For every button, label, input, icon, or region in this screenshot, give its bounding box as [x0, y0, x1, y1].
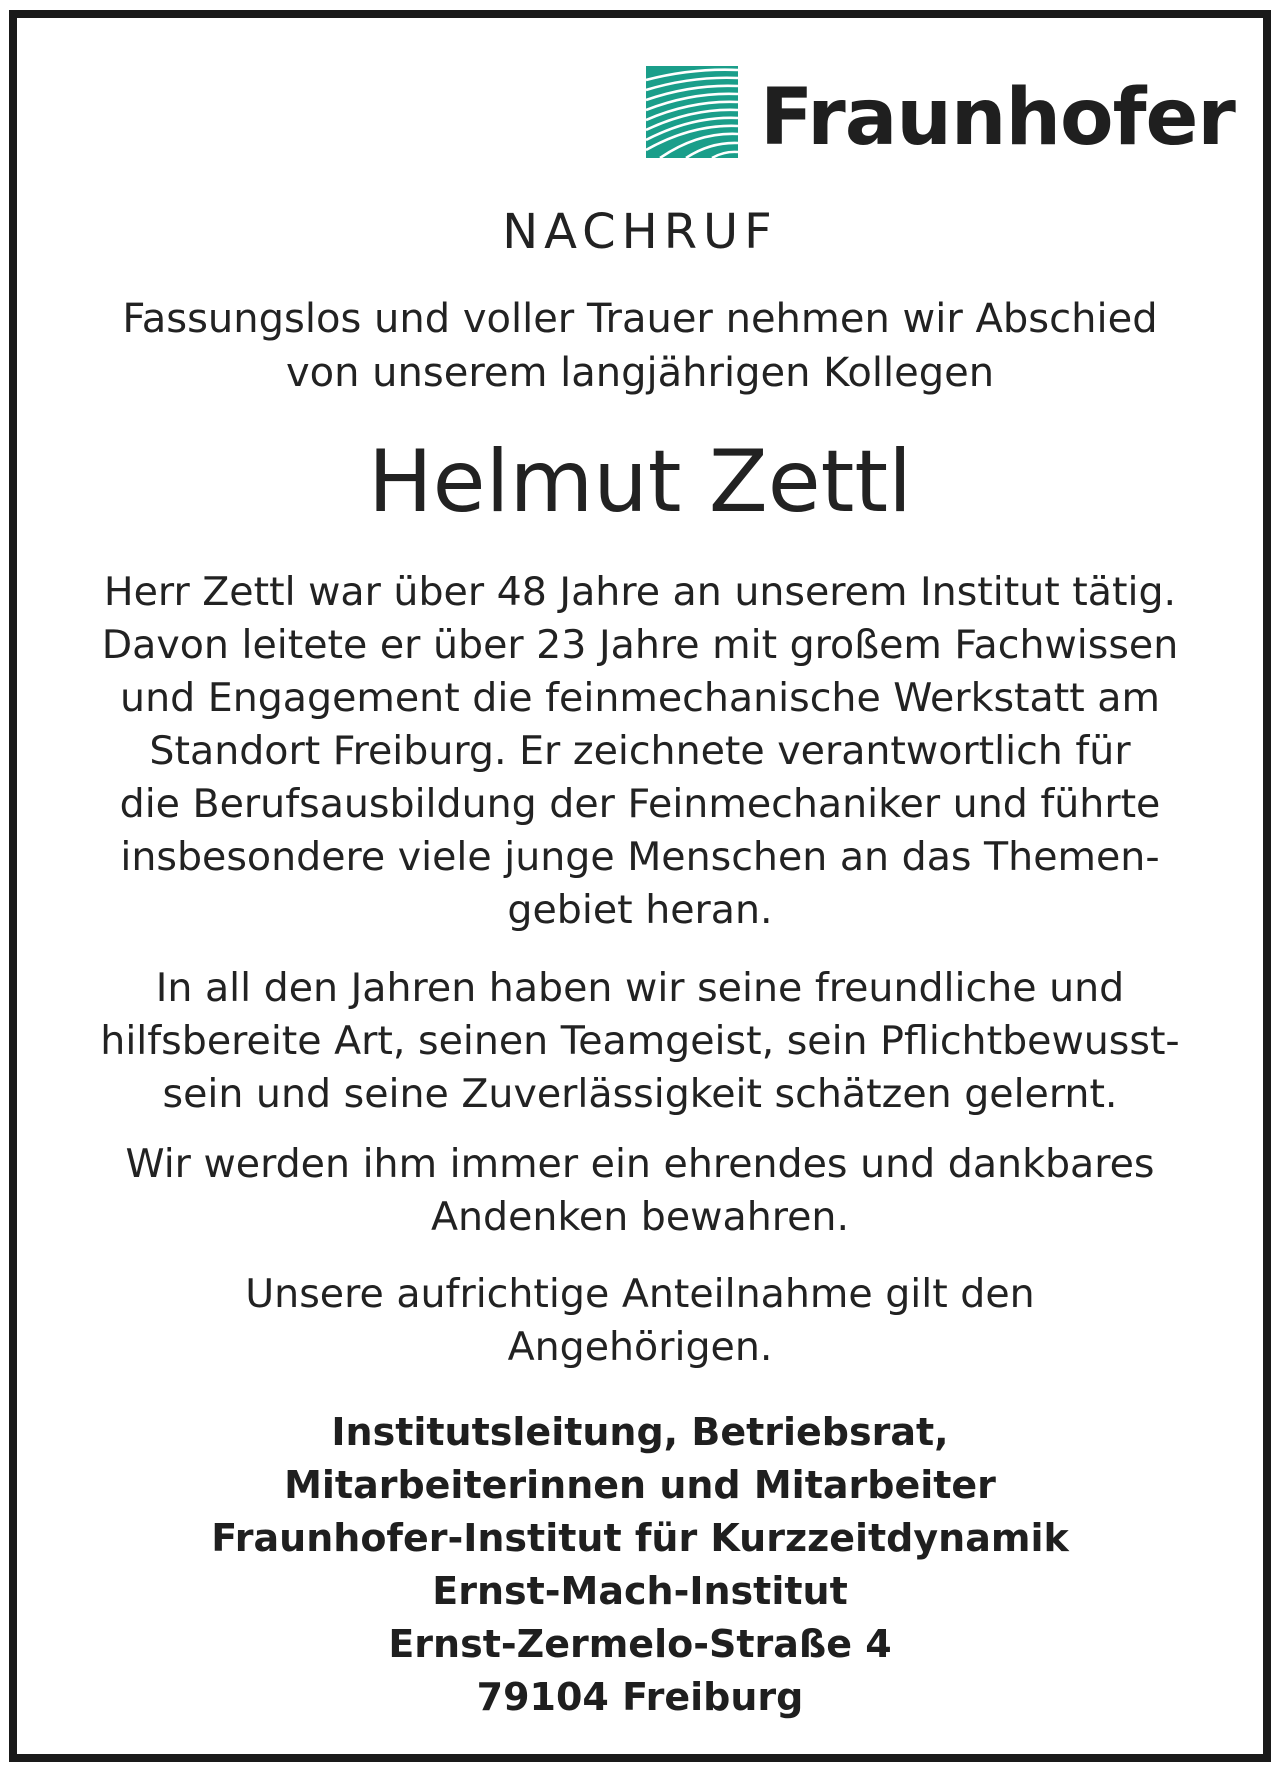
intro-text — [30, 292, 1250, 400]
page-title: NACHRUF — [502, 204, 778, 260]
text-line: Andenken bewahren. — [430, 1194, 849, 1240]
logo-wordmark: Fraunhofer — [760, 73, 1235, 163]
text-line: hilfsbereite Art, seinen Teamgeist, sein Pflichtbewusst- — [100, 1018, 1180, 1064]
fraunhofer-logo-icon — [646, 66, 738, 158]
paragraph-condolence — [30, 1268, 1250, 1374]
text-line: insbesondere viele junge Menschen an das Themen- — [120, 834, 1160, 880]
signature-line: Fraunhofer-Institut für Kurzzeitdynamik — [211, 1516, 1069, 1560]
paragraph-remembrance — [30, 1138, 1250, 1244]
text-line: In all den Jahren haben wir seine freundliche und — [155, 965, 1125, 1011]
intro-line: Fassungslos und voller Trauer nehmen wir Abschied — [122, 296, 1158, 342]
text-line: die Berufsausbildung der Feinmechaniker und führte — [119, 781, 1161, 827]
address-street: Ernst-Zermelo-Straße 4 — [388, 1622, 892, 1666]
text-line: und Engagement die feinmechanische Werkstatt am — [120, 675, 1160, 721]
signature-line: Ernst-Mach-Institut — [432, 1569, 848, 1613]
address-city: 79104 Freiburg — [476, 1675, 804, 1719]
text-line: Davon leitete er über 23 Jahre mit großem Fachwissen — [101, 622, 1179, 668]
signature-line: Institutsleitung, Betriebsrat, — [331, 1410, 949, 1454]
paragraph-character — [30, 962, 1250, 1121]
text-line: Herr Zettl war über 48 Jahre an unserem Institut tätig. — [103, 569, 1177, 615]
intro-line: von unserem langjährigen Kollegen — [285, 350, 995, 396]
deceased-name: Helmut Zettl — [368, 432, 912, 532]
text-line: gebiet heran. — [507, 887, 773, 933]
signature-block — [30, 1406, 1250, 1724]
text-line: Wir werden ihm immer ein ehrendes und dankbares — [125, 1141, 1155, 1187]
text-line: sein und seine Zuverlässigkeit schätzen gelernt. — [162, 1071, 1118, 1117]
paragraph-career — [30, 566, 1250, 937]
signature-line: Mitarbeiterinnen und Mitarbeiter — [284, 1463, 996, 1507]
text-line: Unsere aufrichtige Anteilnahme gilt den — [245, 1271, 1035, 1317]
text-line: Angehörigen. — [507, 1324, 773, 1370]
fraunhofer-logo — [646, 64, 1235, 163]
text-line: Standort Freiburg. Er zeichnete verantwortlich für — [149, 728, 1131, 774]
